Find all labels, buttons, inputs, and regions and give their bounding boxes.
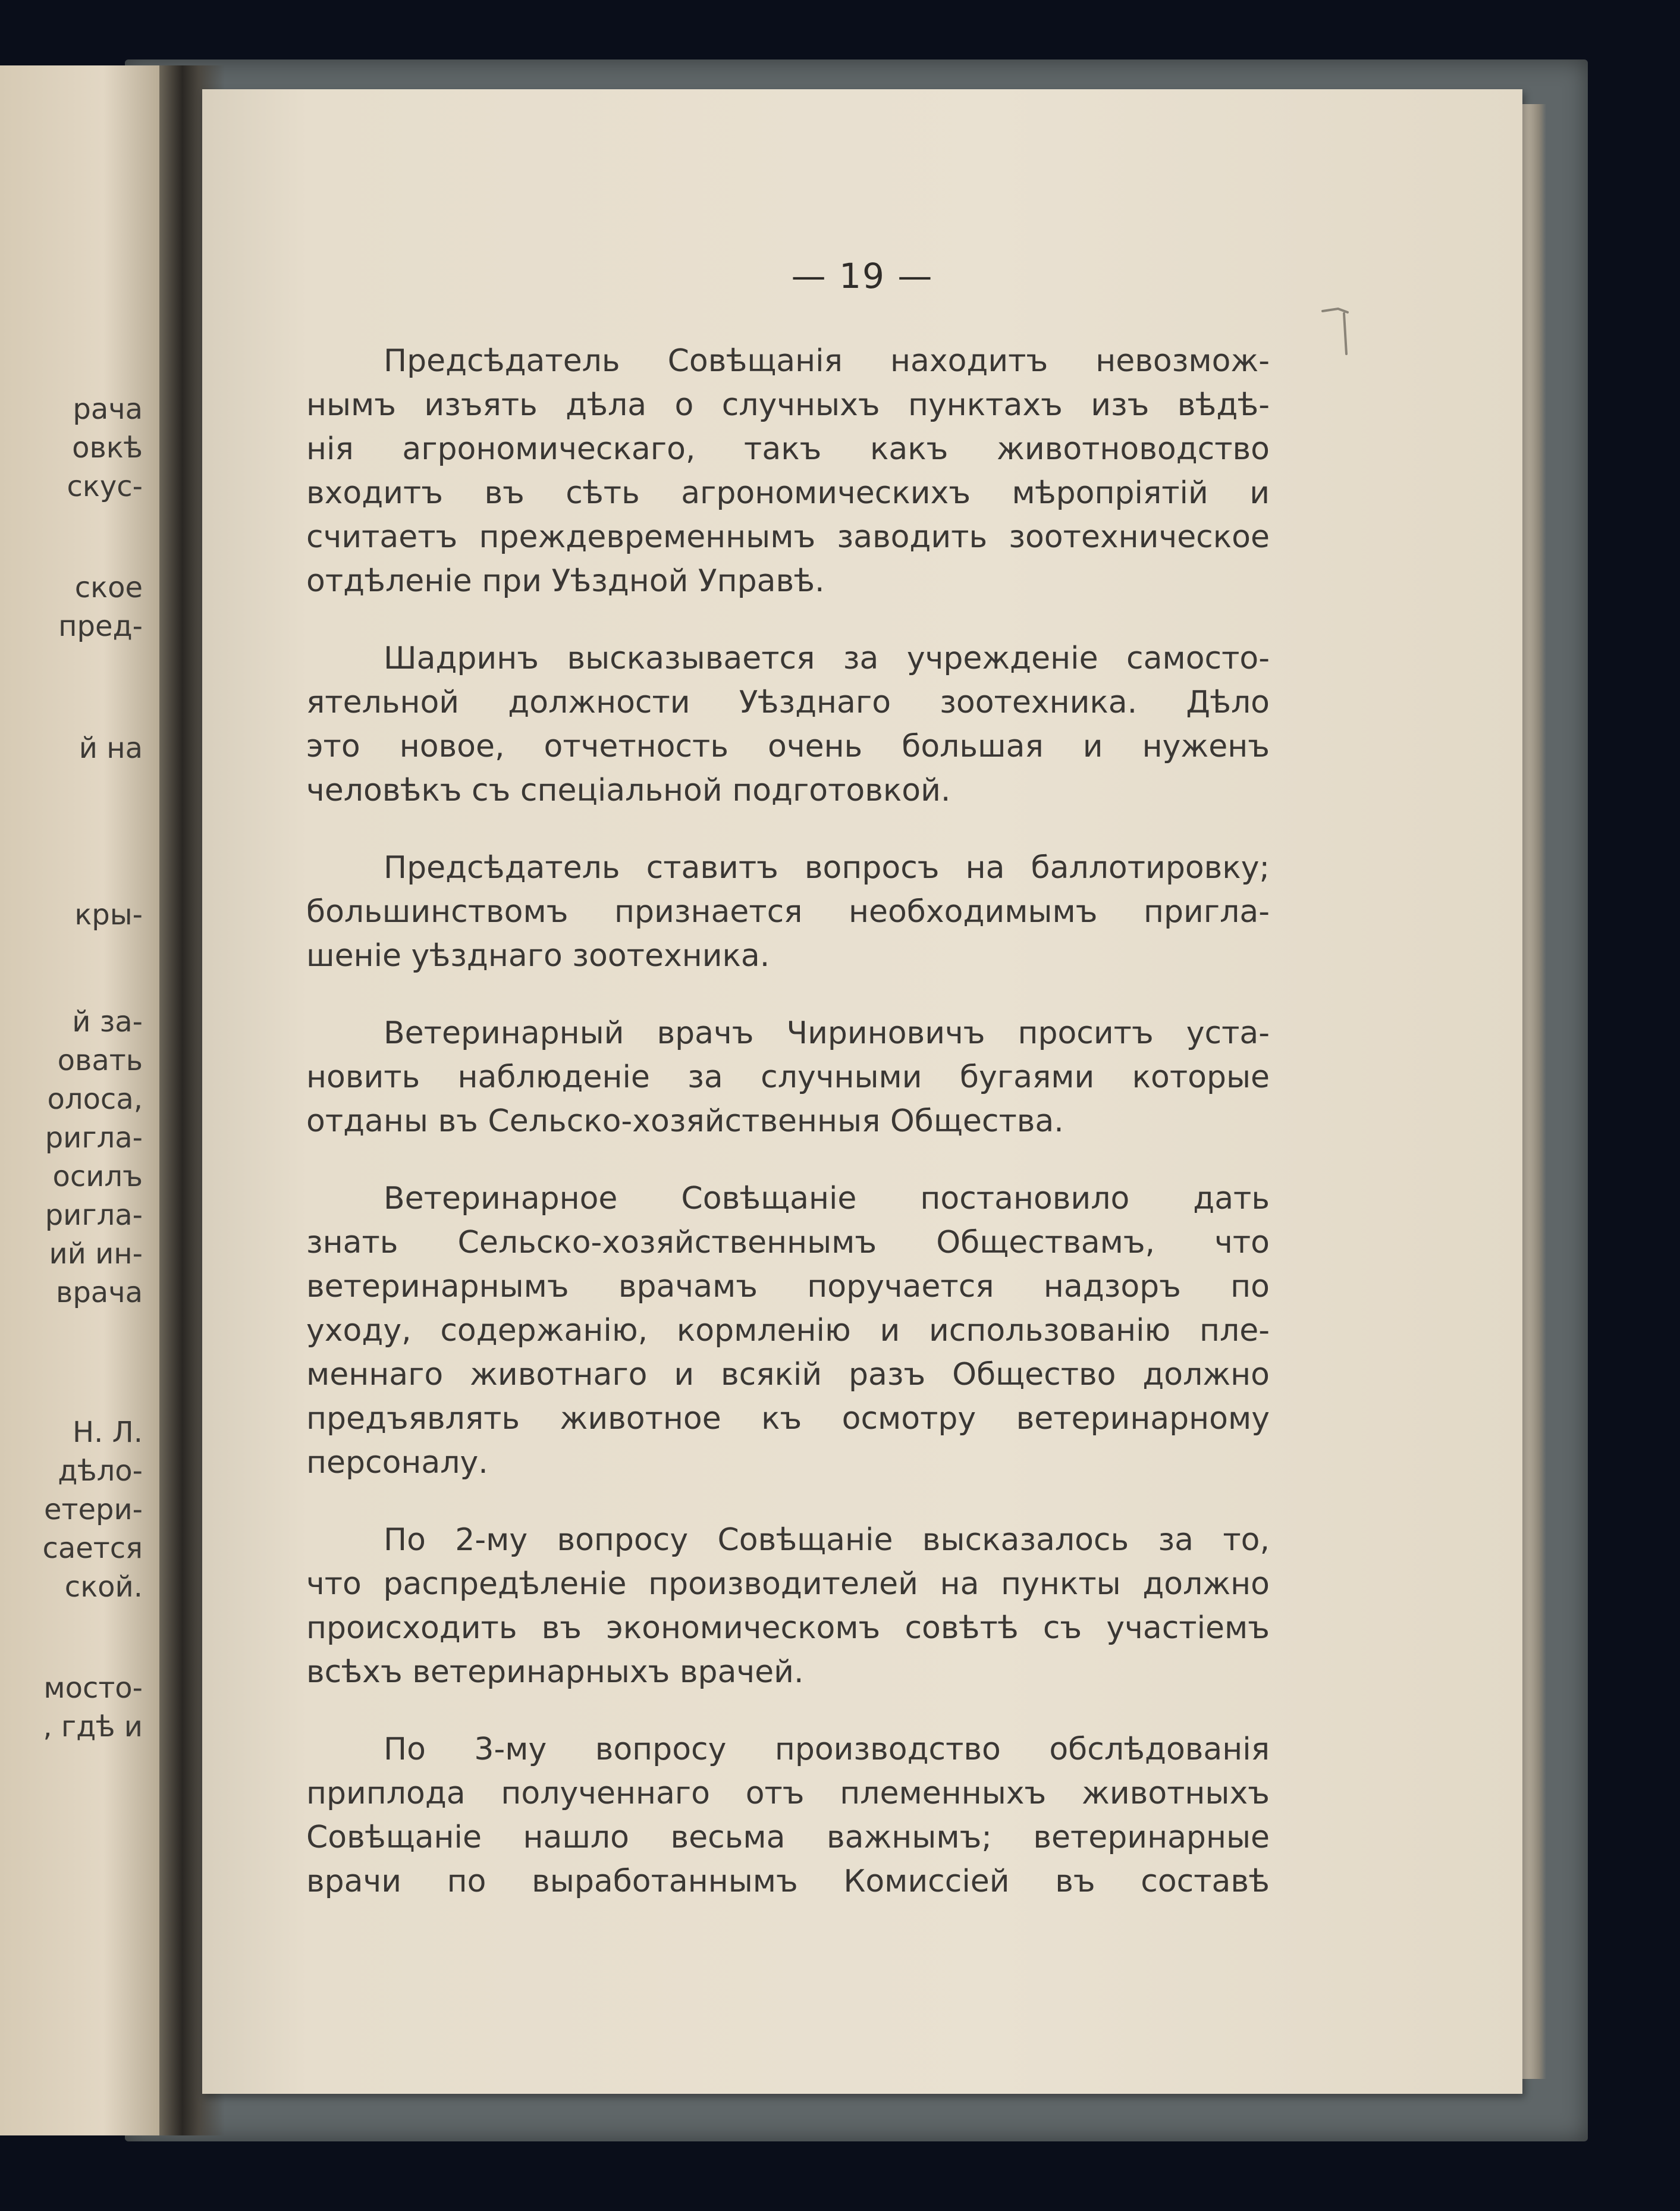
left-page-fragment: кры- [74, 898, 143, 932]
left-page-fragment: , гдѣ и [43, 1710, 143, 1743]
text-line: нымъ изъять дѣла о случныхъ пунктахъ изъ вѣдѣ- [306, 387, 1270, 423]
left-page-fragment: скус- [67, 470, 143, 503]
paragraph [306, 1518, 1270, 1694]
text-line: ветеринарнымъ врачамъ поручается надзоръ по [306, 1269, 1270, 1304]
left-page-fragment: ское [74, 571, 143, 604]
paragraph [306, 846, 1270, 978]
left-page-fragment: ий ин- [49, 1237, 143, 1271]
text-line: ятельной должности Уѣзднаго зоотехника. Дѣло [306, 685, 1270, 720]
text-line: нія агрономическаго, такъ какъ животноводство [306, 431, 1270, 467]
pencil-mark-icon [1320, 306, 1356, 360]
left-page-fragment: й на [78, 732, 143, 765]
body-text [306, 339, 1270, 1937]
left-page-fragment: ской. [64, 1570, 143, 1604]
text-line: предъявлять животное къ осмотру ветеринарному [306, 1401, 1270, 1437]
left-page-fragment: й за- [72, 1005, 143, 1039]
text-line: шеніе уѣзднаго зоотехника. [306, 938, 770, 974]
right-page [202, 89, 1522, 2094]
left-page-fragment: олоса, [47, 1083, 143, 1116]
text-line: входитъ въ сѣть агрономическихъ мѣропріятій и [306, 475, 1270, 511]
left-page-fragment: сается [42, 1532, 143, 1565]
left-page-fragment: ригла- [45, 1121, 143, 1155]
text-line: персоналу. [306, 1445, 488, 1481]
paragraph [306, 636, 1270, 813]
left-page-fragment: етери- [43, 1493, 143, 1526]
left-page-fragment: овкѣ [72, 431, 143, 465]
left-page-fragment: овать [57, 1044, 143, 1077]
text-line: отданы въ Сельско-хозяйственныя Общества. [306, 1103, 1064, 1139]
text-line: врачи по выработаннымъ Комиссіей въ составѣ [306, 1864, 1270, 1899]
text-line: Предсѣдатель Совѣщанія находитъ невозмож- [384, 343, 1270, 379]
left-page-fragment: ригла- [45, 1199, 143, 1232]
text-line: происходить въ экономическомъ совѣтѣ съ участіемъ [306, 1610, 1270, 1646]
left-page-fragment: пред- [58, 610, 143, 643]
text-line: считаетъ преждевременнымъ заводить зоотехническое [306, 519, 1270, 555]
paragraph [306, 1177, 1270, 1485]
left-page-fragment: врача [56, 1276, 143, 1309]
text-line: всѣхъ ветеринарныхъ врачей. [306, 1654, 804, 1690]
text-line: Шадринъ высказывается за учрежденіе самосто- [384, 641, 1270, 676]
left-page-fragment: Н. Л. [73, 1416, 143, 1449]
left-page-fragment: дѣло- [58, 1454, 143, 1488]
text-line: знать Сельско-хозяйственнымъ Обществамъ, что [306, 1225, 1270, 1260]
page-edge [1522, 104, 1546, 2079]
paragraph [306, 339, 1270, 603]
text-line: Совѣщаніе нашло весьма важнымъ; ветеринарные [306, 1820, 1270, 1855]
text-line: большинствомъ признается необходимымъ пригла- [306, 894, 1270, 930]
left-page-fragment: осилъ [52, 1160, 143, 1193]
text-line: человѣкъ съ спеціальной подготовкой. [306, 773, 951, 808]
paragraph [306, 1727, 1270, 1903]
page-number: — 19 — [791, 256, 934, 296]
text-line: По 3-му вопросу производство обслѣдованія [384, 1732, 1270, 1767]
text-line: Предсѣдатель ставитъ вопросъ на баллотировку; [384, 850, 1270, 886]
left-page-fragment: мосто- [43, 1671, 143, 1705]
text-line: что распредѣленіе производителей на пункты должно [306, 1566, 1270, 1602]
text-line: приплода полученнаго отъ племенныхъ животныхъ [306, 1776, 1270, 1811]
text-line: По 2-му вопросу Совѣщаніе высказалось за то, [384, 1522, 1270, 1558]
text-line: Ветеринарное Совѣщаніе постановило дать [384, 1181, 1270, 1216]
text-line: меннаго животнаго и всякій разъ Общество должно [306, 1357, 1270, 1393]
text-line: новить наблюденіе за случными бугаями которые [306, 1059, 1270, 1095]
text-line: уходу, содержанію, кормленію и использованію пле- [306, 1313, 1270, 1348]
left-facing-page [0, 65, 172, 2135]
text-line: это новое, отчетность очень большая и нуженъ [306, 729, 1270, 764]
text-line: Ветеринарный врачъ Чириновичъ проситъ уста- [384, 1015, 1270, 1051]
left-page-fragment: рача [73, 393, 143, 426]
paragraph [306, 1011, 1270, 1143]
text-line: отдѣленіе при Уѣздной Управѣ. [306, 563, 825, 599]
